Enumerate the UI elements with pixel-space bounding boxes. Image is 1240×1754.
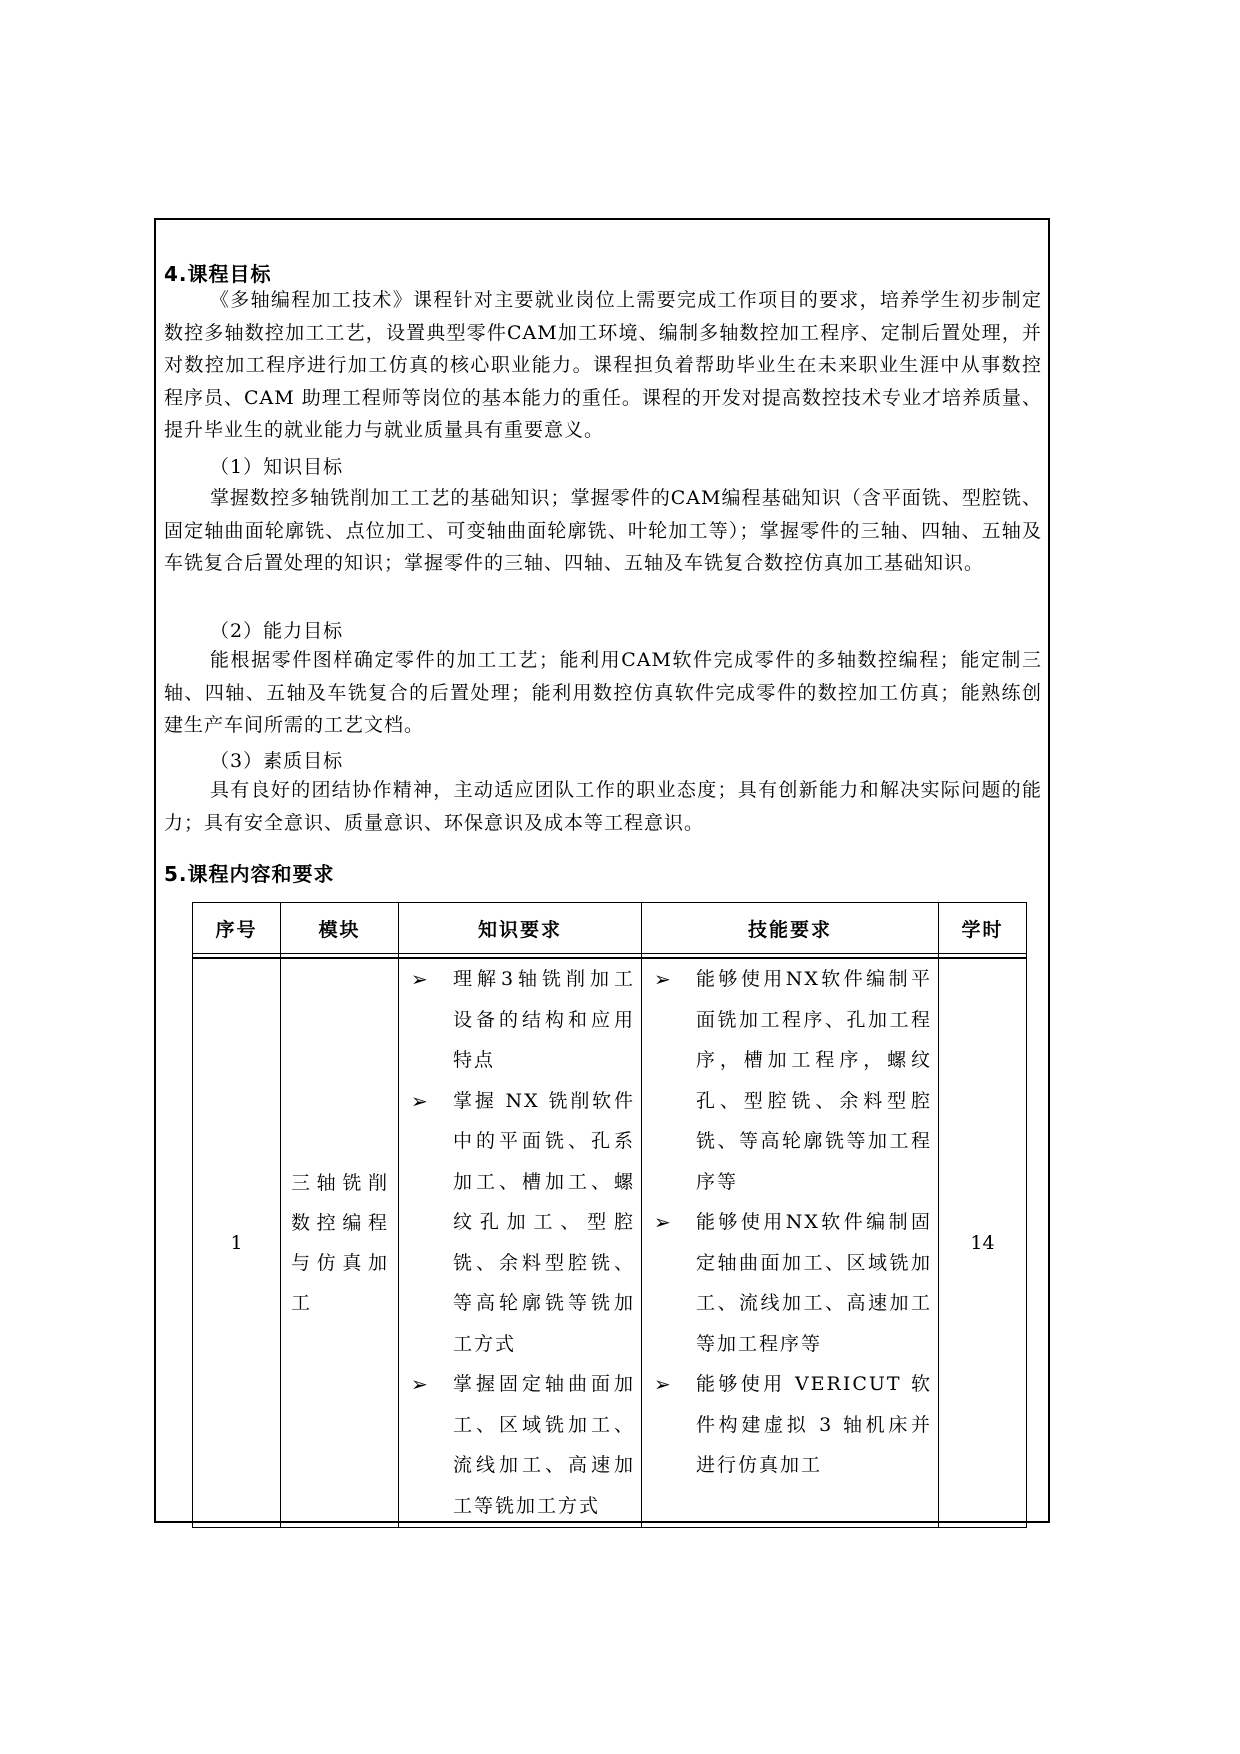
header-num: 序号	[193, 903, 281, 954]
table-header-row	[193, 903, 1027, 954]
arrow-bullet-icon: ➢	[654, 967, 673, 991]
skill-item-text: 能够使用 VERICUT 软件构建虚拟 3 轴机床并进行仿真加工	[696, 1373, 932, 1476]
arrow-bullet-icon: ➢	[411, 1372, 430, 1396]
knowledge-list	[399, 959, 641, 1526]
skill-list	[642, 959, 938, 1486]
course-goal-intro: 《多轴编程加工技术》课程针对主要就业岗位上需要完成工作项目的要求，培养学生初步制定数控多轴数控加工工艺，设置典型零件CAM加工环境、编制多轴数控加工程序、定制后置处理，并对数控加工程序进行加工仿真的核心职业能力。课程担负着帮助毕业生在未来职业生涯中从事数控程序员、CAM 助理工程师等岗位的基本能力的重任。课程的开发对提高数控技术专业才培养质量、提升毕业生的就业能力与就业质量具有重要意义。	[164, 289, 1042, 441]
header-module: 模块	[281, 903, 399, 954]
knowledge-item-text: 理解3轴铣削加工设备的结构和应用特点	[453, 968, 635, 1071]
list-item	[642, 1202, 932, 1364]
section-4-title: 4.课程目标	[164, 262, 272, 286]
row-module: 三轴铣削数控编程与仿真加工	[291, 1172, 390, 1314]
quality-goal-text: 具有良好的团结协作精神，主动适应团队工作的职业态度；具有创新能力和解决实际问题的能力；具有安全意识、质量意识、环保意识及成本等工程意识。	[164, 779, 1042, 834]
arrow-bullet-icon: ➢	[654, 1210, 673, 1234]
table-row	[193, 958, 1027, 1528]
arrow-bullet-icon: ➢	[654, 1372, 673, 1396]
skill-item-text: 能够使用NX软件编制固定轴曲面加工、区域铣加工、流线加工、高速加工等加工程序等	[696, 1211, 932, 1355]
row-skill-cell	[642, 958, 939, 1528]
list-item	[642, 959, 932, 1202]
header-hours: 学时	[939, 903, 1027, 954]
arrow-bullet-icon: ➢	[411, 967, 430, 991]
row-num: 1	[193, 958, 281, 1528]
arrow-bullet-icon: ➢	[411, 1088, 430, 1113]
ability-goal-text: 能根据零件图样确定零件的加工工艺；能利用CAM软件完成零件的多轴数控编程；能定制三轴、四轴、五轴及车铣复合的后置处理；能利用数控仿真软件完成零件的数控加工仿真；能熟练创建生产车间所需的工艺文档。	[164, 649, 1042, 736]
list-item	[642, 1364, 932, 1486]
header-skill: 技能要求	[642, 903, 939, 954]
quality-goal-heading: （3）素质目标	[210, 750, 344, 772]
row-module-cell	[281, 958, 399, 1528]
list-item	[399, 1364, 635, 1526]
knowledge-item-text: 掌握固定轴曲面加工、区域铣加工、流线加工、高速加工等铣加工方式	[453, 1373, 635, 1517]
list-item	[399, 1081, 635, 1365]
list-item	[399, 959, 635, 1081]
knowledge-item-text: 掌握 NX 铣削软件中的平面铣、孔系加工、槽加工、螺纹孔加工、型腔铣、余料型腔铣、等高轮廓铣等铣加工方式	[453, 1089, 635, 1355]
knowledge-goal-text: 掌握数控多轴铣削加工工艺的基础知识；掌握零件的CAM编程基础知识（含平面铣、型腔铣、固定轴曲面轮廓铣、点位加工、可变轴曲面轮廓铣、叶轮加工等）；掌握零件的三轴、四轴、五轴及车铣复合后置处理的知识；掌握零件的三轴、四轴、五轴及车铣复合数控仿真加工基础知识。	[164, 487, 1042, 574]
ability-goal-heading: （2）能力目标	[210, 620, 344, 642]
skill-item-text: 能够使用NX软件编制平面铣加工程序、孔加工程序，槽加工程序，螺纹孔、型腔铣、余料型腔铣、等高轮廓铣等加工程序等	[696, 968, 932, 1193]
row-knowledge-cell	[399, 958, 642, 1528]
row-hours: 14	[939, 958, 1027, 1528]
section-5-title: 5.课程内容和要求	[164, 862, 335, 886]
knowledge-goal-heading: （1）知识目标	[210, 456, 344, 478]
header-knowledge: 知识要求	[399, 903, 642, 954]
course-content-table	[192, 902, 1027, 1528]
